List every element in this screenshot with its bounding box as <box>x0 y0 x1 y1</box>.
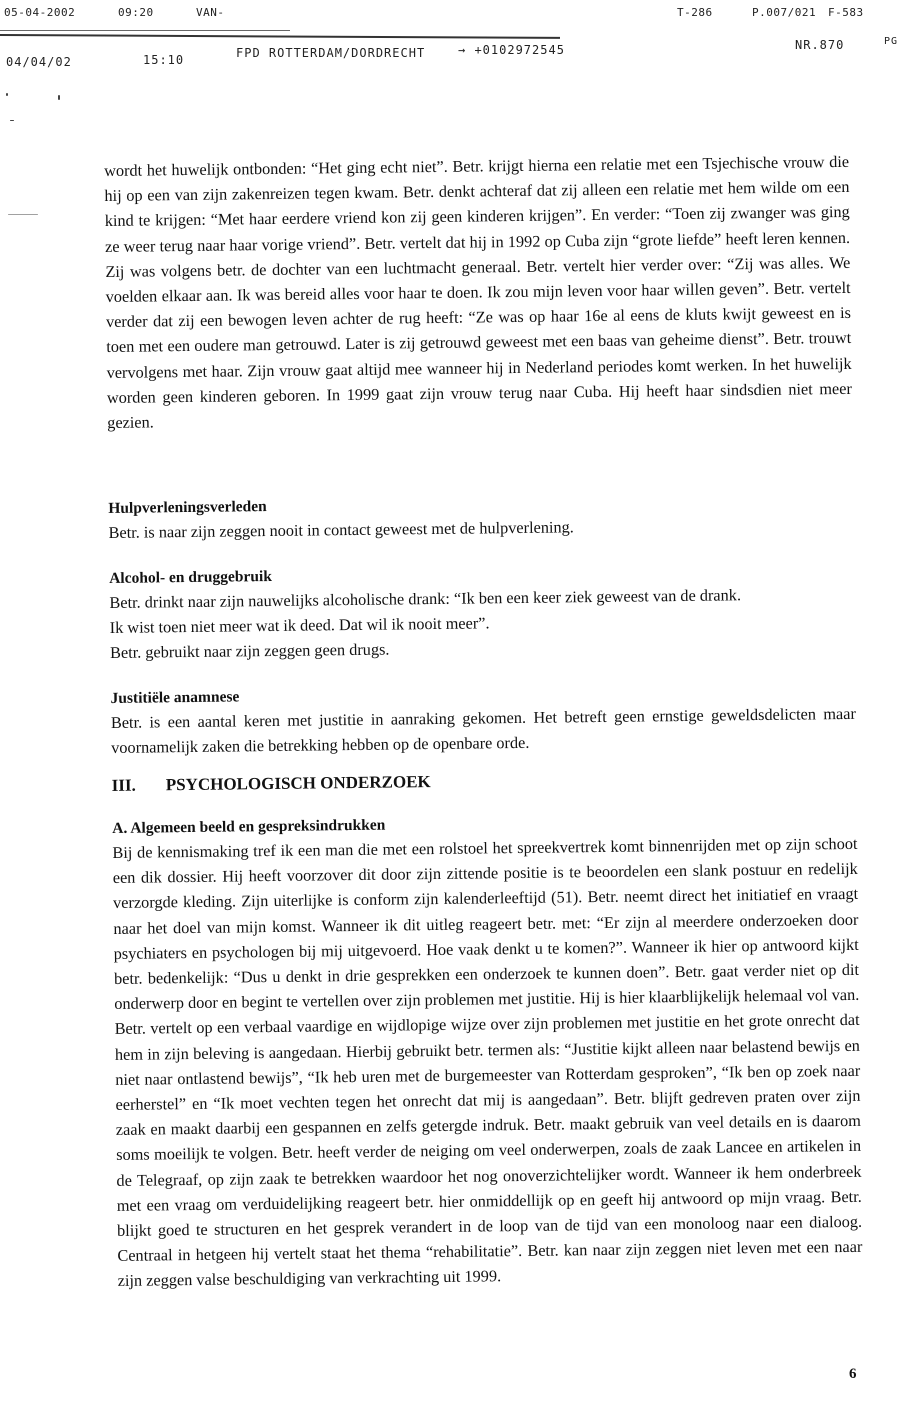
fax-sender: FPD ROTTERDAM/DORDRECHT <box>236 46 426 60</box>
subsection-text: Bij de kennismaking tref ik een man die met een rolstoel het spreekvertrek komt binnenrijden met op zijn schoot een dik dossier. Hij heeft voorzover dit door zijn zittende positie is te beoordelen een slank postuur en redelijk verzorgde kleding. Zijn uiterlijke is conform zijn kalenderleeftijd (51). Betr. neemt direct het initiatief en vraagt naar het doel van mijn komst. Wanneer ik dit uitleg reageert betr. met: “Er zijn al meerdere onderzoeken door psychiaters en psychologen bij mij uitgevoerd. Hoe vaak denkt u te komen?”. Wanneer ik hier op antwoord kijkt betr. bedenkelijk: “Dus u denkt in drie gesprekken een onderzoek te kunnen doen”. Betr. gaat verder niet op dit onderwerp door en begint te vertellen over zijn problemen met justitie. Hij is hier klaarblijkelijk helemaal vol van. Betr. vertelt op een verbaal vaardige en wijdlopige wijze over zijn problemen met justitie en het grote onrecht dat hem in zijn beleving is aangedaan. Hierbij gebruikt betr. termen als: “Justitie kijkt alleen naar belastend bewijs en niet naar ontlastend bewijs”, “Ik heb uren met de burgemeester van Rotterdam gesproken”, “Ik ben op zoek naar eerherstel” en “Ik moet vechten tegen het onrecht dat mij is aangedaan”. Betr. blijft gedreven praten over zijn zaak en maakt daarbij een gespannen en zelfs getergde indruk. Betr. maakt gebruik van veel details en is daarom soms moeilijk te volgen. Betr. heeft verder de neiging om veel onderwerpen, zoals de zaak Lancee en artikelen in de Telegraaf, op zijn zaak te betrekken waardoor het nog onoverzichtelijker wordt. Wanneer ik hem onderbreek met een vraag om verduidelijking reageert betr. hier onmiddellijk op en geeft hij antwoord op mijn vraag. Betr. blijkt goed te structuren en het gesprek verandert in de loop van de tijd van een monoloog naar een dialoog. Centraal in hetgeen hij vertelt staat het thema “rehabilitatie”. Betr. kan naar zijn zeggen niet leven met een naar zijn zeggen valse beschuldiging van verkrachting uit 1999. <box>112 833 863 1291</box>
fax-from: VAN- <box>196 6 225 19</box>
section-text-hulpverlening: Betr. is naar zijn zeggen nooit in contact geweest met de hulpverlening. <box>108 517 574 542</box>
section-text-alcohol-1: Betr. drinkt naar zijn nauwelijks alcoholische drank: “Ik ben een keer ziek geweest van de drank. <box>109 585 742 612</box>
fax-phone: → +0102972545 <box>458 43 565 57</box>
fax-time: 09:20 <box>118 6 154 19</box>
section-text-alcohol-3: Betr. gebruikt naar zijn zeggen geen drugs. <box>109 639 390 663</box>
section-text-alcohol-2: Ik wist toen niet meer wat ik deed. Dat wil ik nooit meer”. <box>109 613 490 638</box>
chapter-number: III. <box>111 775 136 795</box>
section-heading-hulpverlening: Hulpverleningsverleden <box>108 498 267 517</box>
fax-date-2: 04/04/02 <box>6 55 72 69</box>
fax-time-2: 15:10 <box>143 53 185 67</box>
section-justitie <box>110 679 856 761</box>
section-text-justitie: Betr. is een aantal keren met justitie in aanraking gekomen. Het betreft geen ernstige geweldsdelicten maar voornamelijk zaken die betrekking hebben op de openbare orde. <box>110 703 856 758</box>
fax-number: F-583 <box>828 6 864 19</box>
section-heading-justitie: Justitiële anamnese <box>110 688 240 707</box>
intro-block <box>104 149 852 435</box>
chapter-title: PSYCHOLOGISCH ONDERZOEK <box>165 772 431 795</box>
fax-corner-mark: PG <box>884 36 899 47</box>
header-rule-thin <box>0 30 290 31</box>
intro-paragraph: wordt het huwelijk ontbonden: “Het ging echt niet”. Betr. krijgt hierna een relatie met een Tsjechische vrouw die hij op een van zijn zakenreizen tegen kwam. Betr. denkt achteraf dat zij alleen een relatie met hem wilde om een kind te krijgen: “Met haar eerdere vriend kon zij geen kinderen krijgen”. En verder: “Toen zij zwanger was ging ze weer terug naar haar vorige vriend”. Betr. vertelt dat hij in 1992 op Cuba zijn “grote liefde” heeft leren kennen. Zij was volgens betr. de dochter van een luchtmacht generaal. Betr. vertelt hier verder over: “Zij was alles. We voelden elkaar aan. Ik was bereid alles voor haar te doen. Ik zou mijn leven voor haar willen geven”. Betr. vertelt verder dat zij een bewogen leven achter de rug heeft: “Ze was op haar 16e al eens de kluts kwijt geweest en is toen met een oudere man getrouwd. Later is zij getrouwd geweest met een baas van geheime dienst”. Betr. trouwt vervolgens met haar. Zijn vrouw gaat altijd mee wanneer hij in Nederland periodes komt werken. In het huwelijk worden geen kinderen geboren. In 1999 gaat zijn vrouw terug naar Cuba. Hij heeft haar sindsdien niet meer gezien. <box>104 151 852 433</box>
scan-speck <box>10 120 14 121</box>
chapter-heading <box>112 767 857 796</box>
scan-speck <box>58 95 60 100</box>
page-number: 6 <box>849 1366 857 1382</box>
fax-tx-id: T-286 <box>677 6 713 19</box>
subsection-algemeen-beeld <box>112 809 863 1294</box>
scan-speck <box>6 93 8 96</box>
header-rule <box>0 34 560 39</box>
section-heading-alcohol: Alcohol- en druggebruik <box>109 567 272 587</box>
fax-page: P.007/021 <box>752 6 817 19</box>
section-alcohol <box>109 559 855 666</box>
section-hulpverlening <box>108 489 854 545</box>
subsection-heading: A. Algemeen beeld en gespreksindrukken <box>112 816 386 837</box>
fax-date: 05-04-2002 <box>4 6 76 19</box>
document-body <box>104 149 863 1291</box>
scan-speck <box>8 214 38 215</box>
fax-nr: NR.870 <box>795 38 845 52</box>
